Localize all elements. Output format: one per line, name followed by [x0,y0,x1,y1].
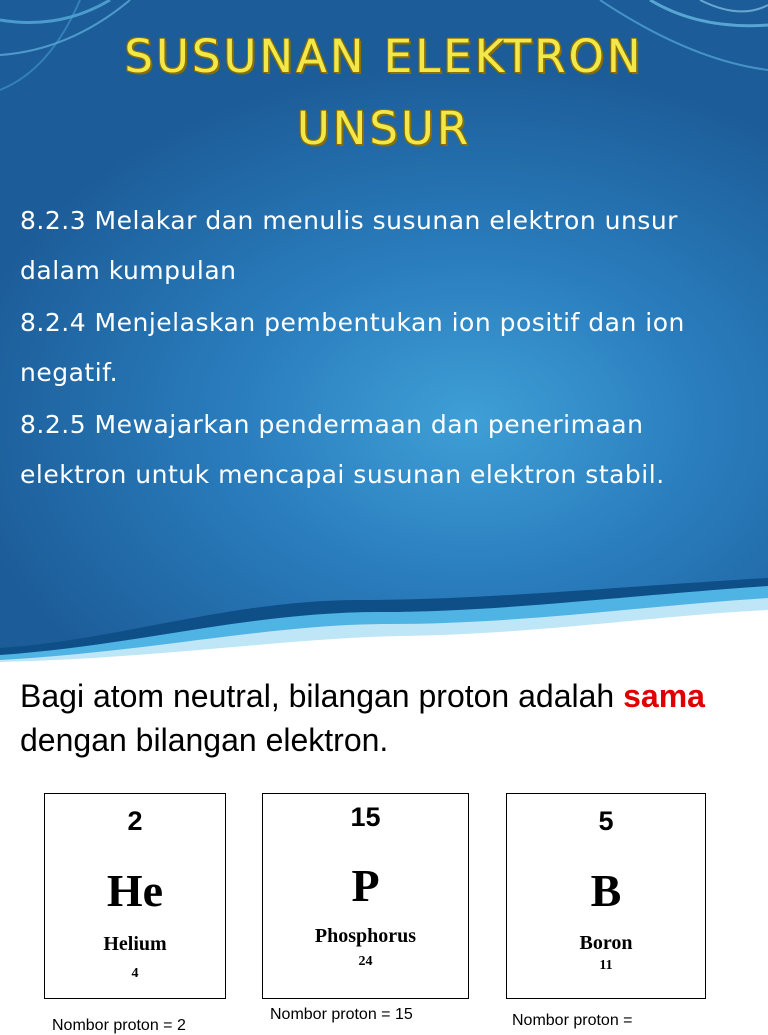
proton-note-phosphorus: Nombor proton = 15 [270,1006,413,1023]
element-symbol: P [351,860,380,911]
atomic-number: 15 [350,802,381,832]
element-card-boron [506,793,706,999]
element-name: Phosphorus [314,925,417,947]
element-card-phosphorus [262,793,469,999]
objective-8-2-4: 8.2.4 Menjelaskan pembentukan ion positif dan ion negatif. [20,308,685,387]
element-symbol: B [590,865,622,916]
intro-text-after: dengan bilangan elektron. [20,722,389,758]
objective-8-2-5: 8.2.5 Mewajarkan pendermaan dan penerimaan elektron untuk mencapai susunan elektron stabil. [20,410,665,489]
atomic-number: 5 [598,806,614,836]
element-name: Boron [579,932,633,954]
proton-note-helium: Nombor proton = 2 [52,1017,186,1034]
slide-title-line-2: UNSUR [296,102,472,155]
mass-number: 24 [358,954,373,969]
intro-statement [20,674,750,762]
mass-number: 11 [599,958,613,973]
intro-text-before: Bagi atom neutral, bilangan proton adalah [20,678,624,714]
slide-title-line-1: SUSUNAN ELEKTRON [124,30,644,83]
atomic-number: 2 [127,806,143,836]
element-card-helium [44,793,226,999]
element-name: Helium [103,933,167,955]
element-symbol: He [106,865,164,916]
proton-note-boron: Nombor proton = [512,1012,633,1029]
intro-highlight: sama [623,678,705,714]
objective-8-2-3: 8.2.3 Melakar dan menulis susunan elektron unsur dalam kumpulan [20,206,678,285]
mass-number: 4 [131,966,139,981]
